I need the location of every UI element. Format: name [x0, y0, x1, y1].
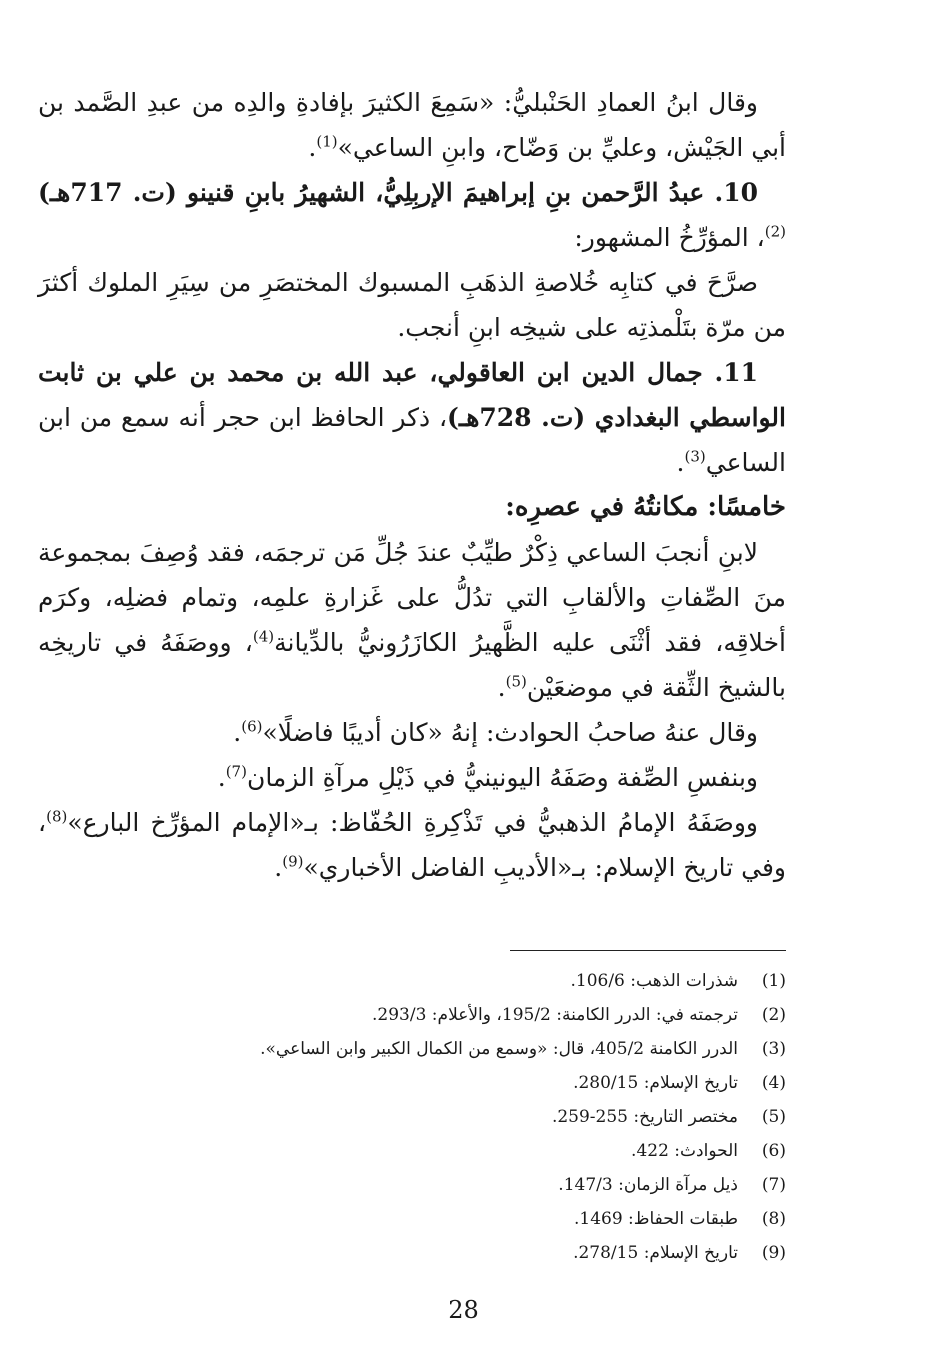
paragraph-text: ووصَفَهُ الإمامُ الذهبيُّ في تَذْكِرةِ الحُفّاظ: بـ«الإمام المؤرِّخ البارع»	[67, 808, 758, 837]
footnote-text: تاريخ الإسلام: 278/15.	[573, 1243, 738, 1263]
footnote-number: (7)	[761, 1175, 786, 1195]
punctuation: .	[217, 763, 226, 792]
entry-text: ، المؤرِّخُ المشهور:	[574, 223, 765, 252]
entry-number: 10	[723, 178, 758, 207]
footnote-number: (4)	[761, 1073, 786, 1093]
footnote-ref: (7)	[225, 762, 247, 781]
footnote-number: (1)	[761, 971, 786, 991]
entry-11	[38, 350, 786, 485]
page-number: 28	[448, 1296, 479, 1324]
footnote-ref: (6)	[241, 717, 263, 736]
paragraph-text: ، ووصَفَهُ في تاريخِه بالشيخ الثِّقة في موضعَيْن	[38, 628, 786, 702]
footnote-item	[60, 1236, 786, 1270]
footnote-ref: (2)	[764, 222, 786, 241]
footnotes-list	[60, 964, 786, 1270]
footnote-text: الحوادث: 422.	[631, 1141, 738, 1161]
main-text	[38, 80, 786, 890]
footnote-number: (8)	[761, 1209, 786, 1229]
footnote-item	[60, 998, 786, 1032]
footnote-number: (6)	[761, 1141, 786, 1161]
footnote-ref: (5)	[505, 672, 527, 691]
paragraph-text: وبنفسِ الصِّفة وصَفَهُ اليونينيُّ في ذَيْلِ مرآةِ الزمان	[246, 763, 758, 792]
entry-10	[38, 170, 786, 260]
paragraph-ibn-al-imad-quote	[38, 80, 786, 170]
paragraph-text: ، وفي تاريخ الإسلام: بـ«الأديبِ الفاضل الأخباري»	[38, 808, 786, 882]
footnote-divider	[510, 950, 786, 951]
footnote-number: (5)	[761, 1107, 786, 1127]
footnote-text: الدرر الكامنة 405/2، قال: «وسمع من الكمال الكبير وابن الساعي».	[260, 1039, 738, 1059]
paragraph-khulasat-al-dhahab	[38, 260, 786, 350]
paragraph-al-yunini	[38, 755, 786, 800]
paragraph-text: لابنِ أنجبَ الساعي ذِكْرٌ طيِّبٌ عندَ جُلِّ مَن ترجمَه، فقد وُصِفَ بمجموعة منَ الصِّفاتِ والألقابِ التي تدُلُّ على غَزارةِ علمِه، وتمام فضلِه، وكرَم أخلاقِه، فقد أثْنَى عليه الظَّهيرُ الكازَرُونيُّ بالدِّيانة	[38, 538, 786, 657]
footnote-item	[60, 1066, 786, 1100]
footnote-item	[60, 1134, 786, 1168]
footnote-ref: (9)	[282, 852, 304, 871]
footnote-item	[60, 964, 786, 998]
paragraph-al-hawadith	[38, 710, 786, 755]
footnote-item	[60, 1202, 786, 1236]
section-heading: خامسًا: مكانتُهُ في عصرِه:	[505, 492, 786, 522]
paragraph-text: وقال ابنُ العمادِ الحَنْبليُّ: «سَمِعَ الكثيرَ بإفادةِ والدِه من عبدِ الصَّمد بن أبي الجَيْش، وعليِّ بن وَضّاح، وابنِ الساعي»	[38, 88, 786, 162]
footnote-text: ذيل مرآة الزمان: 147/3.	[558, 1175, 738, 1195]
footnote-text: مختصر التاريخ: 255-259.	[551, 1107, 738, 1127]
entry-title: . جمال الدين ابن العاقولي، عبد الله بن محمد بن علي بن ثابت الواسطي البغدادي (ت. 728هـ)	[38, 358, 786, 432]
entry-title: . عبدُ الرَّحمن بنِ إبراهيمَ الإربِلِيُّ، الشهيرُ بابنِ قنينو (ت. 717هـ)	[38, 178, 724, 207]
footnote-ref: (1)	[316, 132, 338, 151]
entry-text: ، ذكر الحافظ ابن حجر أنه سمع من ابن الساعي	[38, 403, 786, 477]
paragraph-text: وقال عنهُ صاحبُ الحوادث: إنهُ «كان أديبًا فاضلًا»	[262, 718, 758, 747]
footnote-number: (9)	[761, 1243, 786, 1263]
footnote-ref: (8)	[46, 807, 68, 826]
punctuation: .	[676, 448, 685, 477]
paragraph-al-dhahabi	[38, 800, 786, 890]
punctuation: .	[497, 673, 506, 702]
footnote-item	[60, 1100, 786, 1134]
footnote-number: (2)	[761, 1005, 786, 1025]
footnote-text: تاريخ الإسلام: 280/15.	[573, 1073, 738, 1093]
paragraph-status	[38, 530, 786, 710]
entry-number: 11	[723, 358, 758, 387]
footnote-text: شذرات الذهب: 106/6.	[570, 971, 738, 991]
footnote-item	[60, 1032, 786, 1066]
footnote-ref: (3)	[684, 447, 706, 466]
footnote-item	[60, 1168, 786, 1202]
punctuation: .	[274, 853, 283, 882]
punctuation: .	[233, 718, 242, 747]
footnote-text: ترجمته في: الدرر الكامنة: 195/2، والأعلام: 293/3.	[372, 1005, 738, 1025]
footnote-number: (3)	[761, 1039, 786, 1059]
paragraph-text: صرَّحَ في كتابِه خُلاصةِ الذهَبِ المسبوك المختصَرِ من سِيَرِ الملوك أكثرَ من مرّة بتَلْمذتِه على شيخِه ابنِ أنجب.	[38, 268, 786, 342]
footnote-text: طبقات الحفاظ: 1469.	[573, 1209, 738, 1229]
footnote-ref: (4)	[252, 627, 275, 646]
punctuation: .	[308, 133, 317, 162]
